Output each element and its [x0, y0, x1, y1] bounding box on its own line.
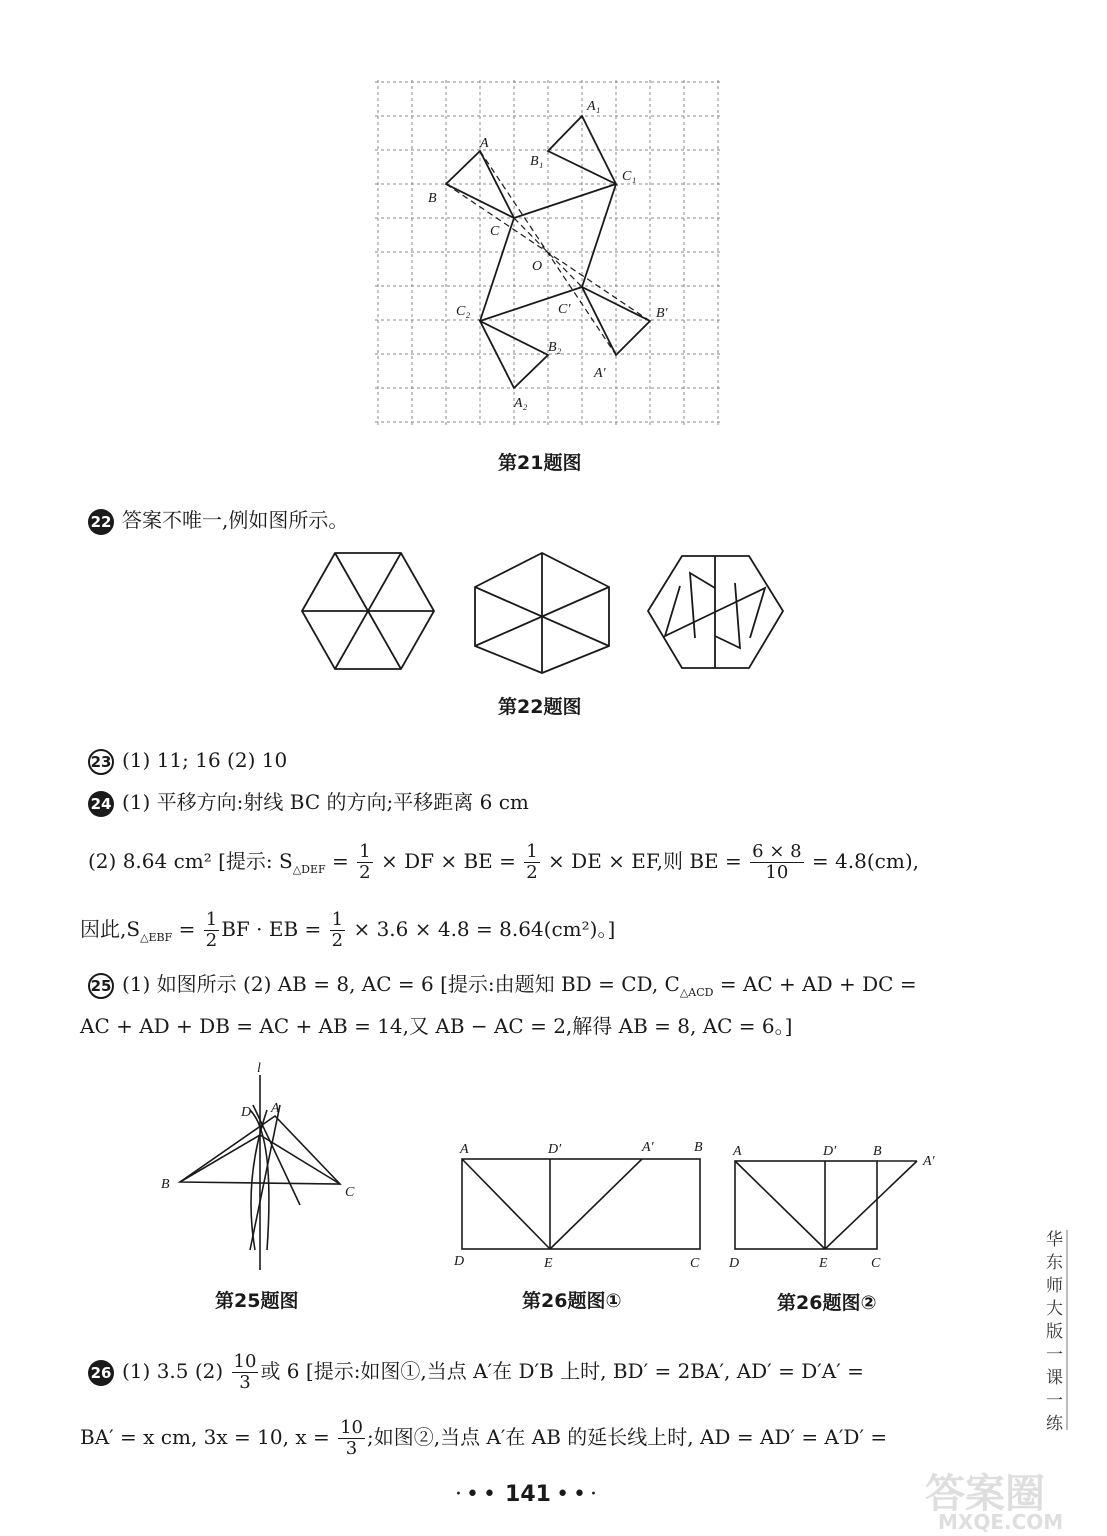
question-24-line3 — [80, 910, 615, 952]
label-Ap: A′ — [923, 1154, 935, 1169]
question-23 — [88, 746, 287, 775]
rectangle-ABCD — [735, 1161, 877, 1249]
question-24-number: 24 — [88, 791, 114, 817]
q26-l1-b: 或 6 [提示:如图①,当点 A′在 D′B 上时, BD′ = 2BA′, AD′ = D′A′ = — [260, 1359, 864, 1383]
label-C: C — [490, 224, 500, 239]
question-22-text: 答案不唯一,例如图所示。 — [122, 508, 349, 532]
label-B: B — [694, 1140, 703, 1155]
figure-22 — [295, 548, 785, 678]
label-A: A — [460, 1142, 469, 1157]
question-24-line2 — [88, 842, 919, 884]
figure-22-caption: 第22题图 — [498, 696, 582, 718]
question-23-text: (1) 11; 16 (2) 10 — [122, 748, 288, 772]
question-26-line2 — [80, 1418, 887, 1459]
label-Dp: D′ — [823, 1144, 837, 1159]
label-A: A — [480, 136, 489, 151]
label-B1: B₁ — [530, 154, 544, 169]
q24-l2-c: × DF × BE = — [374, 849, 523, 873]
q26-l2-b: ;如图②,当点 A′在 AB 的延长线上时, AD = AD′ = A′D′ = — [366, 1425, 888, 1449]
question-26-line1 — [88, 1352, 864, 1393]
label-B: B — [428, 191, 437, 206]
label-B: B — [873, 1144, 882, 1159]
figure-26-2-caption: 第26题图② — [777, 1292, 877, 1314]
fraction-6x8-over-10: $\frac{6 \times 8}{10}$ — [752, 841, 802, 883]
label-E: E — [819, 1256, 828, 1270]
q25-l1-a: (1) 如图所示 (2) AB = 8, AC = 6 [提示:由题知 BD = CD, C — [122, 972, 680, 996]
question-23-number: 23 — [88, 749, 114, 775]
q24-l2-e: = 4.8(cm), — [805, 849, 919, 873]
label-D: D — [729, 1256, 740, 1270]
fraction-half-1: $\frac{1}{2}$ — [359, 841, 371, 883]
q26-l2-a: BA′ = x cm, 3x = 10, x = — [80, 1425, 337, 1449]
segment-Cp-C1 — [582, 184, 616, 287]
question-22-number: 22 — [88, 509, 114, 535]
q24-l3-sub: △EBF — [140, 931, 173, 944]
q25-l1-sub: △ACD — [679, 986, 714, 999]
page-footer — [455, 1482, 601, 1507]
hexagon-2 — [475, 553, 609, 673]
label-C: C — [690, 1256, 700, 1270]
label-D: D — [241, 1105, 252, 1120]
segment-AE — [735, 1161, 825, 1249]
dots-right-icon: ••· — [556, 1482, 602, 1507]
segment-EAp — [825, 1161, 917, 1249]
sidebar-book-title: 华东师大版一课一练 — [1042, 1230, 1062, 1437]
rectangle-ABCD — [462, 1159, 700, 1249]
watermark-url: MXQE.COM — [938, 1510, 1064, 1534]
figure-25 — [155, 1060, 375, 1280]
fraction-half-4: $\frac{1}{2}$ — [331, 909, 344, 951]
q24-l3-c: BF · EB = — [221, 917, 328, 941]
figure-26-1 — [450, 1135, 715, 1270]
label-C: C — [345, 1185, 355, 1200]
figure-21-caption: 第21题图 — [498, 452, 582, 474]
question-25-line2: AC + AD + DB = AC + AB = 14,又 AB − AC = 2,解得 AB = 8, AC = 6。] — [80, 1014, 793, 1038]
segment-C-C1 — [514, 184, 616, 218]
fraction-10-over-3-b: $\frac{10}{3}$ — [340, 1417, 363, 1459]
q24-l2-d: × DE × EF,则 BE = — [541, 849, 749, 873]
label-A2: A₂ — [514, 396, 528, 411]
label-A1: A₁ — [587, 99, 601, 114]
hexagon-1 — [302, 553, 434, 669]
label-O: O — [532, 259, 543, 274]
q24-l2-b: = — [325, 849, 356, 873]
q24-l2-sub: △DEF — [292, 863, 326, 876]
dots-left-icon: ·•• — [455, 1482, 500, 1507]
label-D: D — [454, 1254, 465, 1269]
arc-cross-2 — [250, 1105, 280, 1250]
figure-21 — [370, 75, 730, 435]
figure-26-2 — [725, 1135, 955, 1270]
label-A: A — [271, 1101, 280, 1116]
label-l: l — [257, 1061, 261, 1076]
fraction-10-over-3: $\frac{10}{3}$ — [233, 1351, 257, 1393]
label-Bp: B′ — [656, 306, 668, 321]
q24-l3-d: × 3.6 × 4.8 = 8.64(cm²)。] — [347, 917, 616, 941]
hexagon-3 — [648, 556, 783, 668]
label-Ap: A′ — [594, 366, 606, 381]
label-C2: C₂ — [456, 304, 471, 319]
fraction-half-2: $\frac{1}{2}$ — [526, 841, 538, 883]
segment-EAp — [550, 1159, 642, 1249]
q25-l1-b: = AC + AD + DC = — [713, 972, 917, 996]
label-Cp: C′ — [558, 302, 571, 317]
segment-BD — [180, 1135, 260, 1182]
label-B: B — [161, 1177, 170, 1192]
figure-25-caption: 第25题图 — [215, 1290, 299, 1312]
question-24-line1 — [88, 788, 529, 817]
q26-l1-a: (1) 3.5 (2) — [122, 1359, 230, 1383]
label-Ap: A′ — [642, 1140, 654, 1155]
q24-l2-a: (2) 8.64 cm² [提示: S — [88, 849, 293, 873]
sidebar-divider — [1066, 1230, 1068, 1430]
watermark-logo: 答案圈 — [925, 1471, 1045, 1517]
label-Dp: D′ — [548, 1142, 562, 1157]
q24-l3-b: = — [172, 917, 202, 941]
question-24-part1: (1) 平移方向:射线 BC 的方向;平移距离 6 cm — [122, 790, 529, 814]
label-E: E — [544, 1256, 553, 1270]
label-A: A — [733, 1144, 742, 1159]
label-B2: B₂ — [548, 340, 562, 355]
question-22 — [88, 506, 348, 535]
fraction-half-3: $\frac{1}{2}$ — [205, 909, 218, 951]
q24-l3-a: 因此,S — [80, 917, 141, 941]
figure-26-1-caption: 第26题图① — [522, 1290, 622, 1312]
question-26-number: 26 — [88, 1360, 114, 1386]
question-25-line1 — [88, 970, 917, 1007]
dashed-connectors — [446, 151, 650, 355]
label-C1: C₁ — [622, 169, 637, 184]
label-C: C — [871, 1256, 881, 1270]
question-25-number: 25 — [88, 973, 114, 999]
page-number: 141 — [505, 1482, 551, 1507]
segment-AE — [462, 1159, 550, 1249]
